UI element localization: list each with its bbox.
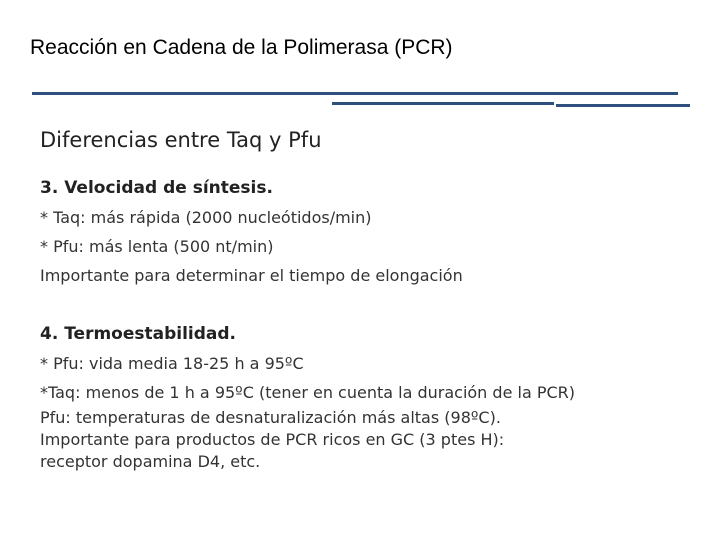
title-underline-accent-right bbox=[556, 104, 690, 107]
title-underline bbox=[32, 92, 678, 95]
bullet-line: * Pfu: vida media 18-25 h a 95ºC bbox=[40, 354, 304, 373]
note-line: Importante para productos de PCR ricos en GC (3 ptes H): bbox=[40, 430, 505, 449]
note-line: Importante para determinar el tiempo de elongación bbox=[40, 266, 463, 285]
section-title: 4. Termoestabilidad. bbox=[40, 324, 237, 344]
content-heading: Diferencias entre Taq y Pfu bbox=[40, 128, 322, 152]
section-thermostability bbox=[40, 320, 700, 473]
bullet-line: * Pfu: más lenta (500 nt/min) bbox=[40, 237, 274, 256]
title-underline-accent bbox=[332, 102, 554, 105]
bullet-line: *Taq: menos de 1 h a 95ºC (tener en cuenta la duración de la PCR) bbox=[40, 383, 576, 402]
slide-title: Reacción en Cadena de la Polimerasa (PCR) bbox=[30, 36, 453, 59]
bullet-line: * Taq: más rápida (2000 nucleótidos/min) bbox=[40, 208, 372, 227]
note-line: receptor dopamina D4, etc. bbox=[40, 452, 261, 471]
section-title: 3. Velocidad de síntesis. bbox=[40, 178, 273, 198]
note-line: Pfu: temperaturas de desnaturalización más altas (98ºC). bbox=[40, 408, 501, 427]
slide-content bbox=[40, 128, 700, 473]
section-synthesis-speed bbox=[40, 174, 700, 290]
